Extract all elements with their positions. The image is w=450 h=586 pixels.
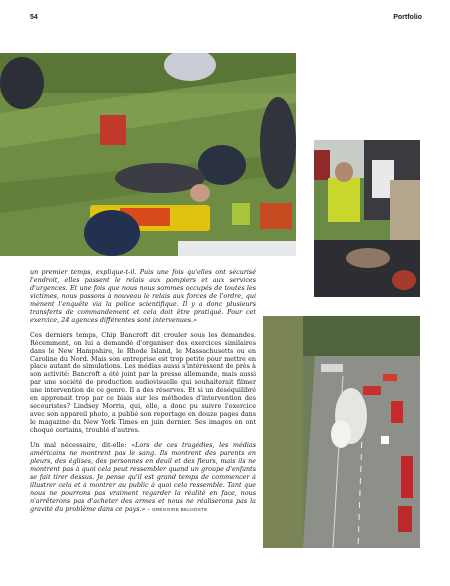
article-body [30,269,256,514]
article-quote: «Lors de ces tragédies, les médias américains ne montrent pas le sang. Ils montrent des parents en pleurs, des églises, des personnes en deuil et des fleurs, mais ils ne montrent pas à quoi cela peut ressembler quand un groupe d'enfants se fait tirer dessus. Je pense qu'il est grand temps de commencer à illustrer cela et à montrer au public à quoi cela ressemble. Tant que nous ne pourrons pas vraiment regarder la réalité en face, nous n'arrêterons pas d'acheter des armes et nous ne réaliserons pas la gravité du problème dans ce pays.» [30,441,257,513]
photo-rescuers-overhead [0,53,296,256]
page-number: 54 [30,14,38,21]
photo-aerial-road [263,316,420,548]
photo-victim-care [314,140,420,297]
byline: – GRÉGOIRE BELHOSTE [147,506,208,512]
article-paragraph-3-intro: Un mal nécessaire, dit-elle: [30,441,132,450]
section-title: Portfolio [393,14,422,21]
article-paragraph-1: un premier temps, explique-t-il. Puis une fois qu'elles ont sécurisé l'endroit, elles passent le relais aux pompiers et aux services d'urgences. Et une fois que nous nous sommes occupés de toutes les victimes, nous passons à nouveau le relais aux forces de l'ordre, qui mènent l'enquête via la police scientifique. Il y a donc plusieurs transferts de commandement et cela doit être pratiqué. Pour cet exercice, 24 agences différentes sont intervenues.» [30,268,256,324]
article-paragraph-2: Ces derniers temps, Chip Bancroft dit crouler sous les demandes. Récemment, on lui a demandé d'organiser des exercices similaires dans le New Hampshire, le Rhode Island, le Massachusetts ou en Caroline du Nord. Mais son entreprise est trop petite pour mettre en place autant de simulations. Les médias aussi s'intéressent de près à son activité: Bancroft a été joint par la presse allemande, mais aussi par une société de production audiovisuelle qui souhaiterait filmer une intervention de ce genre. Il a des réserves. Et si un déséquilibré en apprenait trop par ce biais sur les méthodes d'intervention des secouristes? Lindsey Morris, qui, elle, a donc pu suivre l'exercice avec son appareil photo, a publié son reportage en douze pages dans le magazine du New York Times en juin dernier. Ses images en ont choqué certains, troublé d'autres. [30,330,256,435]
